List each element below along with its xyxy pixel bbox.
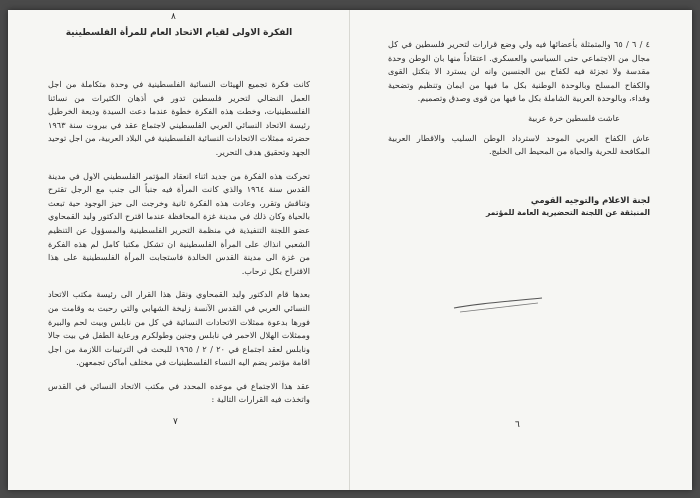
right-page — [350, 10, 692, 490]
right-page-body — [388, 38, 650, 165]
signature-line-1: لجنة الاعلام والتوجيه القومي — [530, 195, 650, 205]
left-page — [8, 10, 350, 490]
left-page-heading: الفكرة الاولى لقيام الاتحاد العام للمرأة الفلسطينية — [65, 28, 293, 38]
left-paragraph-2: تحركت هذه الفكرة من جديد اثناء انعقاد المؤتمر الفلسطيني الاول في مدينة القدس سنة ١٩٦٤ والذي كانت المرأة فيه جنباً الى جنب مع الرجل تقترح وتناقش وتقرر، وعادت هذه الفكرة ثانية وخرجت الى حيز الوجود حية تبعث بالحياة وكان ذلك في مدينة غزة المحافظة عندما اقترح الدكتور وليد القمحاوي عضو اللجنة التنفيذية في منظمة التحرير الفلسطينية والمسؤول عن التنظيم الشعبي انذاك على المرأة الفلسطينية ان تشكل مكتبا كامل لم هذه الفكرة من غزة الى مدينة القدس الخالدة فاستجابت المرأة الفلسطينية على هذا الاقتراح بكل ترحاب. — [48, 170, 310, 276]
right-page-bottom-number: ٦ — [515, 420, 520, 430]
signature-block — [440, 195, 650, 217]
pen-mark-icon — [450, 290, 550, 320]
left-page-top-number: ٨ — [171, 12, 176, 22]
left-paragraph-1: كانت فكرة تجميع الهيئات النسائية الفلسطينية في وحدة متكاملة من اجل العمل النضالي لتحرير فلسطين تدور في أذهان الكثيرات من نسائنا الفلسطينيات، وخطت هذه الفكرة خطوة عندما دعت السيدة وديعة الخرطيل رئيسة الاتحاد النسائي العربي الفلسطيني لاجتماع عقد في بيروت سنة ١٩٦٣ حضرته ممثلات الاتحادات النسائية الفلسطينية في البلاد العربية، من اجل توحيد الجهد وتحقيق هدف التحرير. — [48, 79, 310, 157]
left-page-body — [48, 78, 310, 413]
left-page-bottom-number: ٧ — [173, 417, 178, 427]
signature-line-2: المنبثقة عن اللجنة التحضيرية العامة للمؤتمر — [485, 208, 650, 217]
right-paragraph-1: ٤ / ٦ / ٦٥ والمتمثلة بأعضائها فيه ولي وضع قرارات لتحرير فلسطين في كل مجال من الاجتماعي حتى السياسي والعسكري. اعتقاداً منها بان الوطن وحدة مقدسة ولا تجزئة فيه لكفاح بين الجنسين وانه لن يسترد الا بتكتل القوى والكفاح المسلح وبالوحدة الوطنية بكل ما فيها من ايمان وتنظيم وتضحية وفداء، وبالوحدة العربية الشاملة بكل ما فيها من قوى وصدق وتصميم. — [388, 39, 651, 104]
right-paragraph-3: عاش الكفاح العربي الموحد لاسترداد الوطن السليب والاقطار العربية المكافحة للحرية والحياة من المحيط الى الخليج. — [388, 132, 650, 157]
scanned-spread — [8, 10, 692, 490]
left-page-heading-wrap — [48, 28, 310, 38]
left-paragraph-3: بعدها قام الدكتور وليد القمحاوي ونقل هذا القرار الى رئيسة مكتب الاتحاد النسائي العربي في القدس الآنسة زليخة الشهابي والتي رحبت به وقامت من فورها بدعوة ممثلات الاتحادات النسائية في كل من نابلس وبيت لحم والبيرة وممثلات الهلال الاحمر في نابلس وجنين وطولكرم ورعاية الطفل في بيت جالا ونابلس لعقد اجتماع في ٢٠ / ٢ / ١٩٦٥ للبحث في الترتيبات اللازمة من اجل اقامة مؤتمر يضم اليه النساء الفلسطينيات في مختلف أماكن تجمعهن. — [48, 289, 311, 368]
left-paragraph-4: عقد هذا الاجتماع في موعده المحدد في مكتب الاتحاد النسائي في القدس واتخذت فيه القرارات التالية : — [48, 380, 310, 405]
right-slogan: عاشت فلسطين حرة عربية — [528, 112, 620, 123]
